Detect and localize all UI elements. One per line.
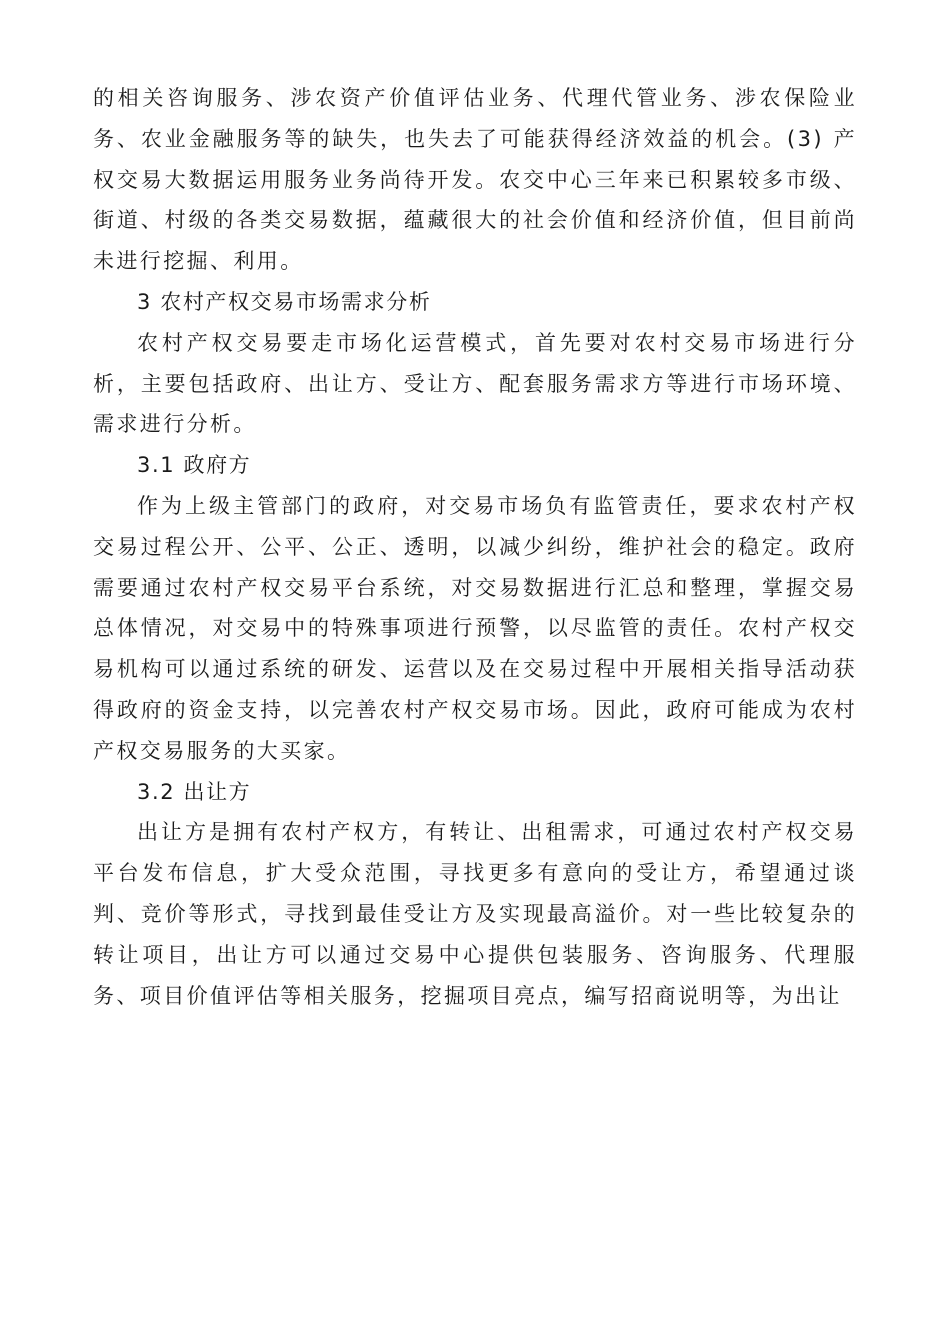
paragraph-continuation: 的相关咨询服务、涉农资产价值评估业务、代理代管业务、涉农保险业务、农业金融服务等的缺失，也失去了可能获得经济效益的机会。(3) 产权交易大数据运用服务业务尚待开发。农交中心三年来已积累较多市级、街道、村级的各类交易数据，蕴藏很大的社会价值和经济价值，但目前尚未进行挖掘、利用。: [93, 86, 857, 274]
paragraph-government: 作为上级主管部门的政府，对交易市场负有监管责任，要求农村产权交易过程公开、公平、公正、透明，以减少纠纷，维护社会的稳定。政府需要通过农村产权交易平台系统，对交易数据进行汇总和整理，掌握交易总体情况，对交易中的特殊事项进行预警，以尽监管的责任。农村产权交易机构可以通过系统的研发、运营以及在交易过程中开展相关指导活动获得政府的资金支持，以完善农村产权交易市场。因此，政府可能成为农村产权交易服务的大买家。: [93, 493, 857, 763]
section-heading-3-2: 3.2 出让方: [137, 779, 252, 804]
section-heading-3: 3 农村产权交易市场需求分析: [137, 289, 432, 314]
paragraph-seller: 出让方是拥有农村产权方，有转让、出租需求，可通过农村产权交易平台发布信息，扩大受众范围，寻找更多有意向的受让方，希望通过谈判、竞价等形式，寻找到最佳受让方及实现最高溢价。对一些比较复杂的转让项目，出让方可以通过交易中心提供包装服务、咨询服务、代理服务、项目价值评估等相关服务，挖掘项目亮点，编写招商说明等，为出让: [93, 820, 857, 1008]
paragraph-market-analysis: 农村产权交易要走市场化运营模式，首先要对农村交易市场进行分析，主要包括政府、出让方、受让方、配套服务需求方等进行市场环境、需求进行分析。: [93, 330, 857, 437]
section-heading-3-1: 3.1 政府方: [137, 453, 252, 478]
document-body: [93, 78, 857, 1016]
